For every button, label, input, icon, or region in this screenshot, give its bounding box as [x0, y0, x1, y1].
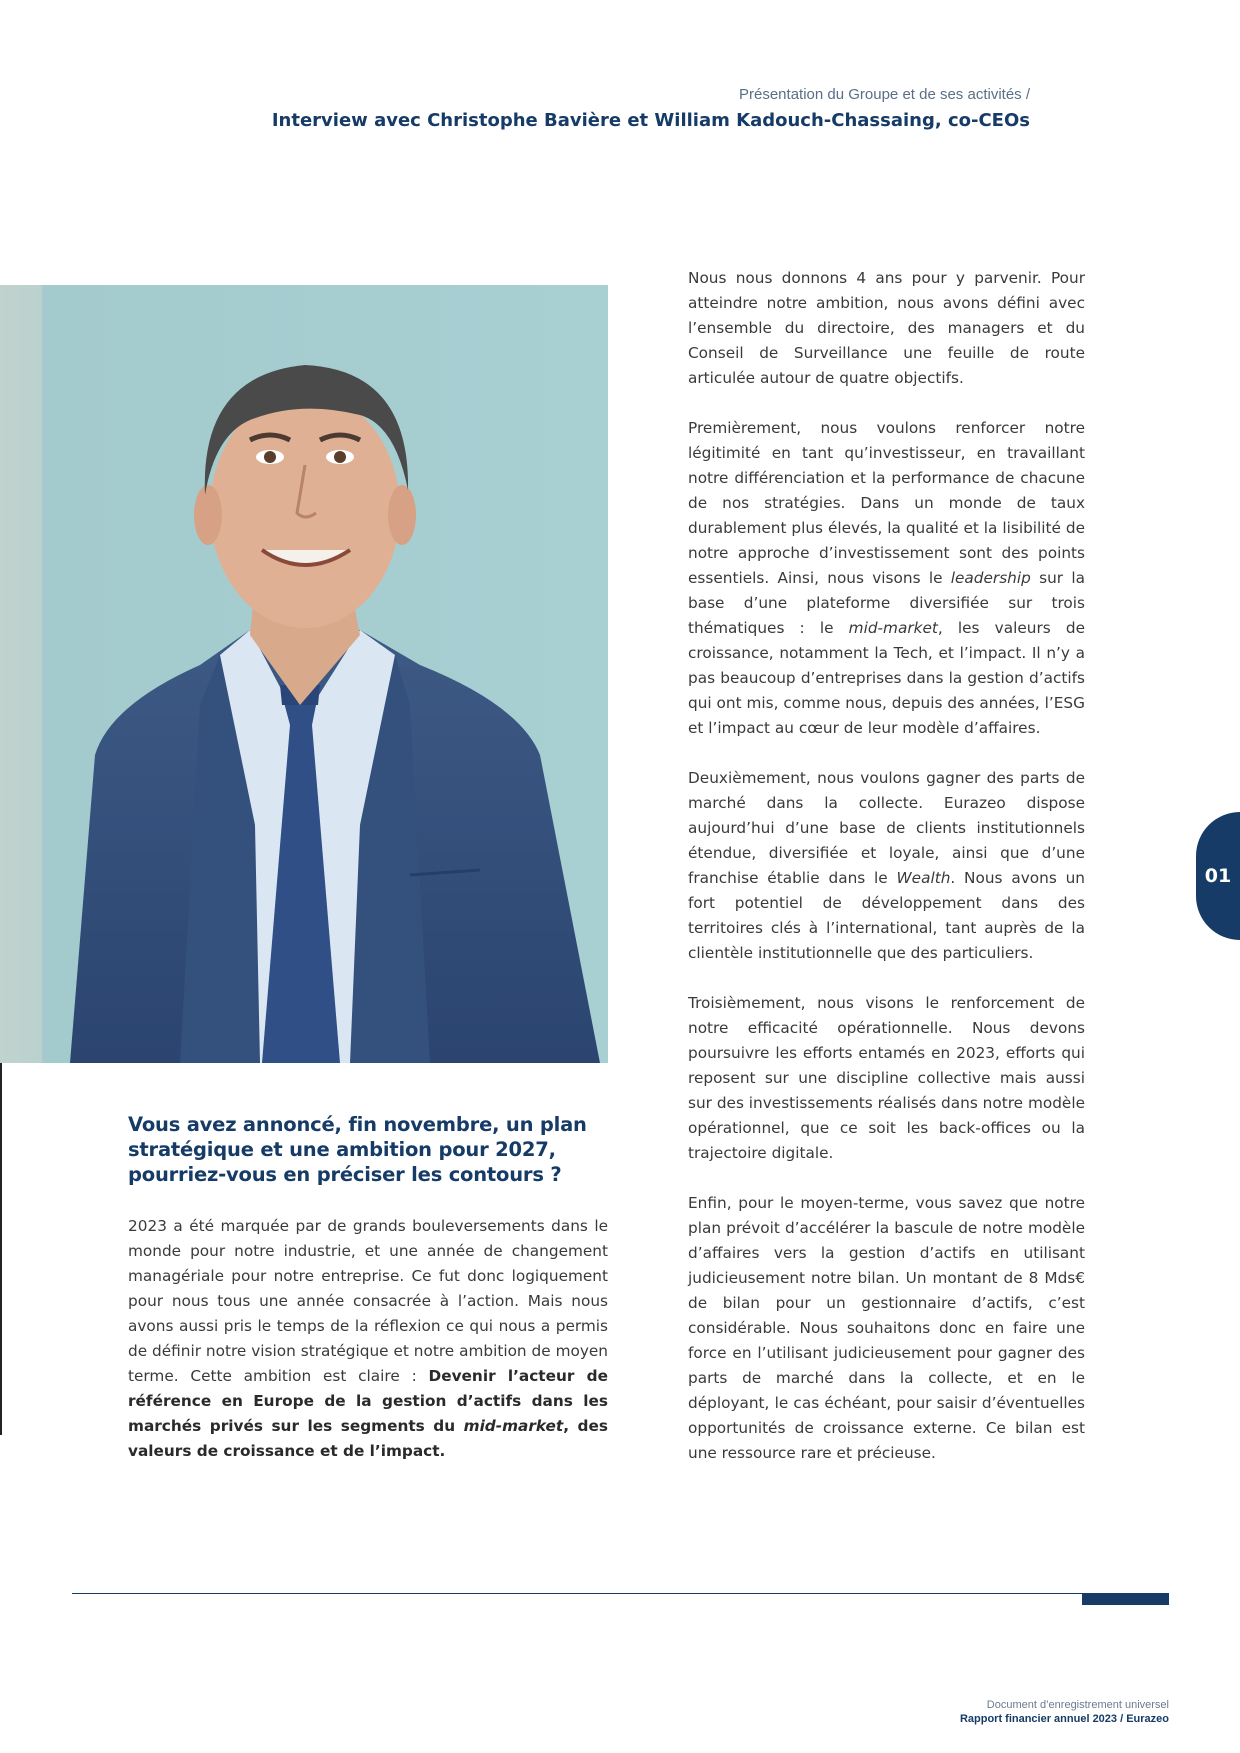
- paragraph-2: Premièrement, nous voulons renforcer notre légitimité en tant qu’investisseur, en travaillant notre différenciation et la performance de chacune de nos stratégies. Dans un monde de taux durablement plus élevés, la qualité et la lisibilité de notre approche d’investissement sont des points essentiels. Ainsi, nous visons le leadership sur la base d’une plateforme diversifiée sur trois thématiques : le mid-market, les valeurs de croissance, notamment la Tech, et l’impact. Il n’y a pas beaucoup d’entreprises dans la gestion d’actifs qui ont mis, comme nous, depuis des années, l’ESG et l’impact au cœur de leur modèle d’affaires.: [688, 419, 1085, 737]
- footer-accent-bar: [1082, 1593, 1169, 1605]
- paragraph-3: Deuxièmement, nous voulons gagner des parts de marché dans la collecte. Eurazeo dispose aujourd’hui d’une base de clients institutionnels étendue, diversifiée et loyale, ainsi que d’une franchise établie dans le Wealth. Nous avons un fort potentiel de développement dans des territoires clés à l’international, tant auprès de la clientèle institutionnelle que des particuliers.: [688, 769, 1085, 962]
- chapter-tab[interactable]: [1196, 812, 1240, 940]
- answer-bold-statement: Devenir l’acteur de référence en Europe de la gestion d’actifs dans les marchés privés sur les segments du mid-market, des valeurs de croissance et de l’impact.: [128, 1367, 608, 1460]
- answer-intro: 2023 a été marquée par de grands bouleversements dans le monde pour notre industrie, et une année de changement managériale pour notre entreprise. Ce fut donc logiquement pour nous tous une année consacrée à l’action. Mais nous avons aussi pris le temps de la réflexion ce qui nous a permis de définir notre vision stratégique et notre ambition de moyen terme. Cette ambition est claire :: [128, 1217, 608, 1385]
- chapter-number: 01: [1204, 865, 1232, 887]
- right-column-text: [688, 266, 1085, 1491]
- footer-report-title: Rapport financier annuel 2023 / Eurazeo: [959, 1713, 1169, 1725]
- breadcrumb-section: Présentation du Groupe et de ses activités /: [739, 86, 1030, 103]
- portrait-photo: [0, 285, 608, 1063]
- paragraph-1: Nous nous donnons 4 ans pour y parvenir. Pour atteindre notre ambition, nous avons défini avec l’ensemble du directoire, des managers et du Conseil de Surveillance une feuille de route articulée autour de quatre objectifs.: [688, 269, 1085, 387]
- paragraph-4: Troisièmement, nous visons le renforcement de notre efficacité opérationnelle. Nous devons poursuivre les efforts entamés en 2023, efforts qui reposent sur une discipline collective mais aussi sur des investissements réalisés dans notre modèle opérationnel, que ce soit les back-offices ou la trajectoire digitale.: [688, 994, 1085, 1162]
- footer-document-type: Document d’enregistrement universel: [986, 1699, 1169, 1711]
- paragraph-5: Enfin, pour le moyen-terme, vous savez que notre plan prévoit d’accélérer la bascule de notre modèle d’affaires vers la gestion d’actifs en utilisant judicieusement notre bilan. Un montant de 8 Mds€ de bilan pour un gestionnaire d’actifs, c’est considérable. Nous souhaitons donc en faire une force en l’utilisant judicieusement pour gagner des parts de marché dans la collecte, et en le déployant, le cas échéant, pour saisir d’éventuelles opportunités de croissance externe. Ce bilan est une ressource rare et précieuse.: [688, 1194, 1085, 1462]
- interview-answer: [128, 1214, 608, 1464]
- page-header-title: Interview avec Christophe Bavière et William Kadouch-Chassaing, co-CEOs: [271, 110, 1030, 131]
- interview-question: Vous avez annoncé, fin novembre, un plan stratégique et une ambition pour 2027, pourriez-vous en préciser les contours ?: [128, 1113, 587, 1186]
- footer-rule: [72, 1593, 1169, 1594]
- left-margin-rule: [0, 1063, 2, 1435]
